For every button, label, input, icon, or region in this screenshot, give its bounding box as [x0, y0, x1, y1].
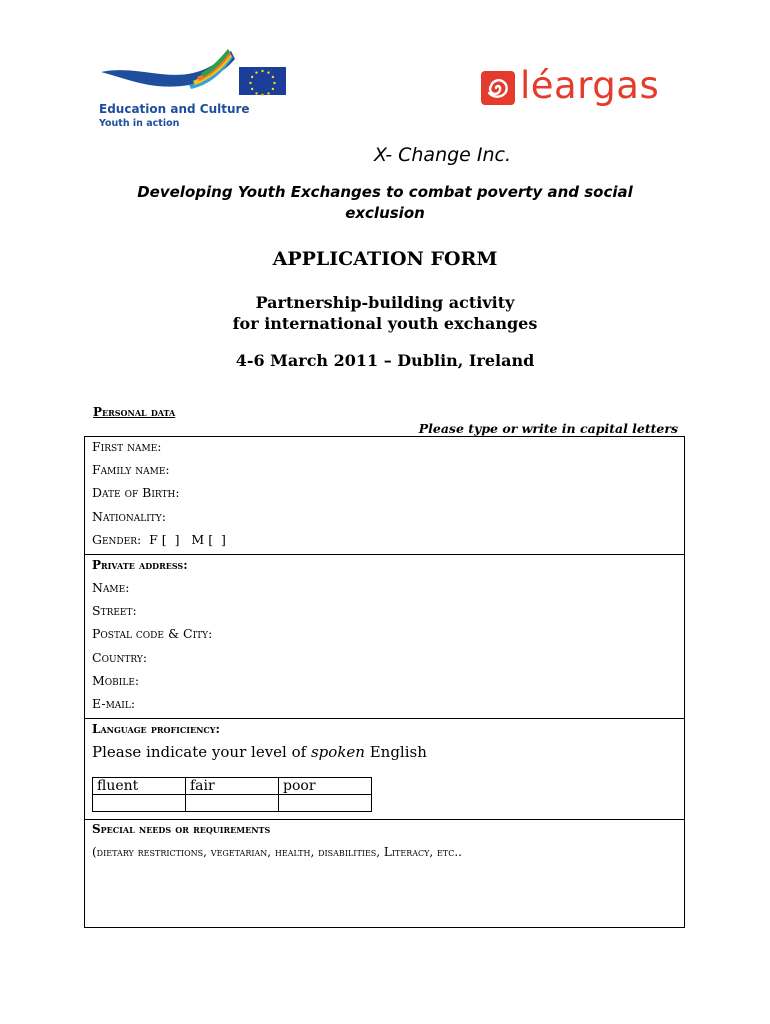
- private-address-heading: Private address:: [92, 558, 188, 572]
- capital-letters-instruction: Please type or write in capital letters: [418, 421, 678, 436]
- prompt-text-end: English: [364, 743, 427, 761]
- spiral-icon: [480, 70, 516, 106]
- date-of-birth-field[interactable]: Date of Birth:: [92, 485, 180, 500]
- logo-line-2: Youth in action: [99, 118, 180, 129]
- poor-checkbox-cell[interactable]: [279, 795, 372, 812]
- divider: [85, 819, 684, 820]
- nationality-field[interactable]: Nationality:: [92, 509, 166, 524]
- logo-line-1: Education and Culture: [99, 102, 250, 116]
- street-field[interactable]: Street:: [92, 603, 137, 618]
- divider: [85, 718, 684, 719]
- swoosh-logo-icon: [93, 45, 296, 105]
- application-form-box: [84, 436, 685, 928]
- divider: [85, 554, 684, 555]
- education-culture-logo: [93, 45, 296, 129]
- level-fair: fair: [186, 778, 279, 795]
- table-row: [93, 795, 372, 812]
- organization-title: X- Change Inc.: [373, 144, 512, 166]
- subtitle: Developing Youth Exchanges to combat poverty and social exclusion: [137, 183, 633, 222]
- activity-line-1: Partnership-building activity: [255, 293, 515, 312]
- level-fluent: fluent: [93, 778, 186, 795]
- leargas-logo: [480, 66, 670, 110]
- fair-checkbox-cell[interactable]: [186, 795, 279, 812]
- country-field[interactable]: Country:: [92, 650, 148, 665]
- language-proficiency-heading: Language proficiency:: [92, 722, 220, 736]
- personal-data-heading: Personal data: [93, 405, 176, 419]
- level-poor: poor: [279, 778, 372, 795]
- name-field[interactable]: Name:: [92, 580, 130, 595]
- form-title: APPLICATION FORM: [272, 248, 498, 270]
- table-row: [93, 778, 372, 795]
- language-level-table: [92, 777, 372, 812]
- prompt-emphasis: spoken: [310, 743, 365, 761]
- family-name-field[interactable]: Family name:: [92, 462, 170, 477]
- mobile-field[interactable]: Mobile:: [92, 673, 140, 688]
- fluent-checkbox-cell[interactable]: [93, 795, 186, 812]
- prompt-text: Please indicate your level of: [92, 743, 311, 761]
- activity-description: [0, 292, 770, 334]
- postal-city-field[interactable]: Postal code & City:: [92, 626, 213, 641]
- special-needs-note[interactable]: (dietary restrictions, vegetarian, health, disabilities, Literacy, etc..: [92, 845, 462, 859]
- activity-line-2: for international youth exchanges: [232, 314, 538, 333]
- gender-field[interactable]: Gender: F [ ] M [ ]: [92, 532, 226, 547]
- date-place: 4-6 March 2011 – Dublin, Ireland: [235, 351, 535, 370]
- email-field[interactable]: E-mail:: [92, 696, 136, 711]
- leargas-wordmark: léargas: [520, 64, 660, 107]
- first-name-field[interactable]: First name:: [92, 439, 162, 454]
- special-needs-heading: Special needs or requirements: [92, 822, 271, 836]
- language-prompt: [92, 743, 427, 761]
